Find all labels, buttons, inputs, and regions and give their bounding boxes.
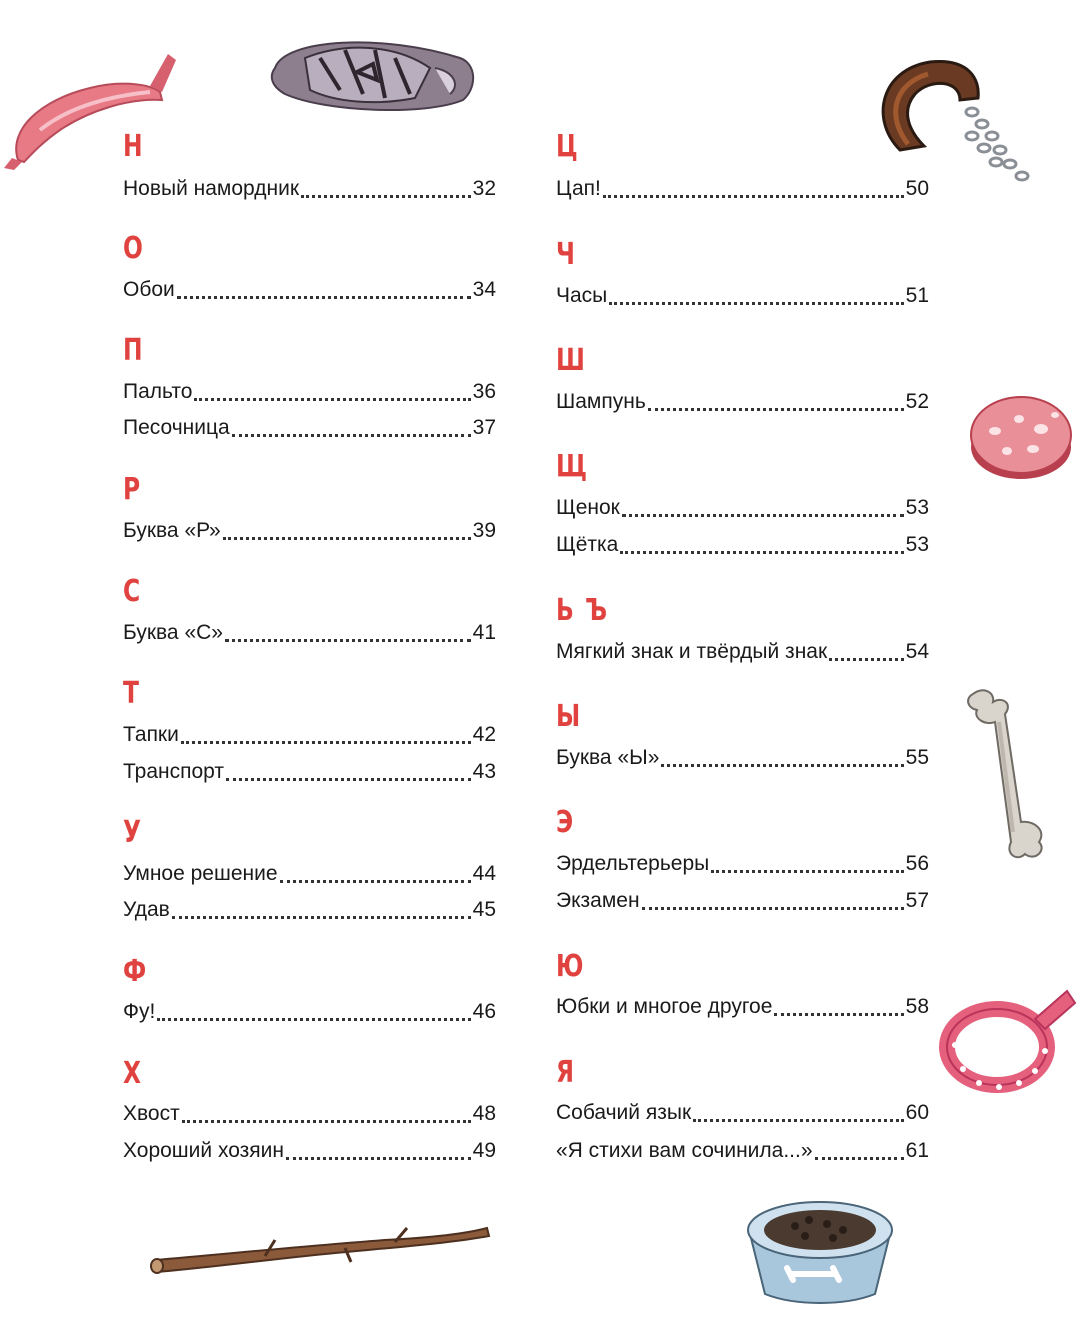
toc-entry[interactable] — [123, 379, 496, 405]
toc-entry[interactable] — [556, 888, 929, 914]
entry-page: 52 — [905, 390, 929, 413]
toc-entry[interactable] — [123, 1101, 496, 1127]
section-letter: П — [123, 333, 145, 368]
entry-title: Пальто — [123, 380, 193, 403]
dot-leader — [223, 537, 471, 540]
stick-icon — [145, 1220, 495, 1280]
dot-leader — [620, 551, 903, 554]
dot-leader — [711, 870, 903, 873]
entry-title: Часы — [556, 284, 608, 307]
dot-leader — [226, 778, 471, 781]
section-letter: О — [123, 231, 145, 266]
entry-title: Мягкий знак и твёрдый знак — [556, 640, 828, 663]
dot-leader — [829, 658, 903, 661]
entry-page: 41 — [472, 621, 496, 644]
toc-entry[interactable] — [556, 532, 929, 558]
toc-entry[interactable] — [556, 389, 929, 415]
entry-title: Новый намордник — [123, 177, 300, 200]
dot-leader — [182, 1120, 471, 1123]
entry-title: Собачий язык — [556, 1101, 692, 1124]
section-letter: Ш — [556, 343, 587, 378]
bone-icon — [955, 682, 1065, 867]
entry-page: 42 — [472, 723, 496, 746]
dot-leader — [280, 880, 471, 883]
section-letter: Ц — [556, 129, 580, 164]
toc-entry[interactable] — [123, 620, 496, 646]
dot-leader — [157, 1018, 470, 1021]
toc-entry[interactable] — [123, 415, 496, 441]
dot-leader — [661, 764, 903, 767]
entry-page: 60 — [905, 1101, 929, 1124]
entry-title: Буква «Р» — [123, 519, 221, 542]
entry-page: 54 — [905, 640, 929, 663]
entry-title: Обои — [123, 278, 175, 301]
dot-leader — [225, 639, 471, 642]
dot-leader — [609, 302, 903, 305]
entry-title: Экзамен — [556, 889, 640, 912]
toc-entry[interactable] — [123, 722, 496, 748]
dot-leader — [642, 907, 904, 910]
toc-entry[interactable] — [556, 639, 929, 665]
salami-slice-icon — [965, 385, 1080, 490]
entry-title: Шампунь — [556, 390, 646, 413]
toc-entry[interactable] — [556, 495, 929, 521]
entry-page: 53 — [905, 533, 929, 556]
toc-entry[interactable] — [123, 277, 496, 303]
section-letter: С — [123, 574, 142, 609]
entry-page: 34 — [472, 278, 496, 301]
entry-page: 61 — [905, 1139, 929, 1162]
entry-page: 58 — [905, 995, 929, 1018]
section-letter: Х — [123, 1056, 143, 1091]
entry-title: Хороший хозяин — [123, 1139, 284, 1162]
section-letter: У — [123, 815, 143, 850]
chain-collar-icon — [860, 50, 1050, 190]
dot-leader — [172, 916, 471, 919]
dot-leader — [194, 398, 470, 401]
section-letter: Ч — [556, 237, 577, 272]
section-letter: Ь Ъ — [556, 593, 609, 628]
entry-page: 45 — [472, 898, 496, 921]
entry-title: Умное решение — [123, 862, 278, 885]
entry-page: 44 — [472, 862, 496, 885]
entry-page: 39 — [472, 519, 496, 542]
toc-entry[interactable] — [123, 999, 496, 1025]
section-letter: Ю — [556, 949, 586, 984]
pink-collar-icon — [935, 985, 1080, 1125]
dot-leader — [286, 1157, 471, 1160]
entry-page: 56 — [905, 852, 929, 875]
toc-entry[interactable] — [123, 518, 496, 544]
section-letter: Ы — [556, 699, 582, 734]
entry-page: 53 — [905, 496, 929, 519]
entry-page: 57 — [905, 889, 929, 912]
entry-title: Буква «С» — [123, 621, 223, 644]
entry-page: 49 — [472, 1139, 496, 1162]
section-letter: Щ — [556, 449, 589, 484]
entry-title: «Я стихи вам сочинила...» — [556, 1139, 813, 1162]
section-letter: Ф — [123, 954, 148, 989]
entry-title: Щенок — [556, 496, 620, 519]
entry-page: 50 — [905, 177, 929, 200]
dot-leader — [648, 408, 904, 411]
entry-page: 46 — [472, 1000, 496, 1023]
toc-entry[interactable] — [123, 759, 496, 785]
toc-entry[interactable] — [123, 861, 496, 887]
toc-entry[interactable] — [556, 851, 929, 877]
entry-page: 37 — [472, 416, 496, 439]
section-letter: Н — [123, 129, 145, 164]
toc-entry[interactable] — [556, 994, 929, 1020]
section-letter: Р — [123, 472, 142, 507]
dot-leader — [693, 1119, 904, 1122]
entry-title: Буква «Ы» — [556, 746, 660, 769]
dot-leader — [181, 741, 471, 744]
toc-entry[interactable] — [556, 1138, 929, 1164]
entry-page: 55 — [905, 746, 929, 769]
entry-title: Песочница — [123, 416, 230, 439]
section-letter: Я — [556, 1055, 576, 1090]
entry-page: 48 — [472, 1102, 496, 1125]
entry-title: Транспорт — [123, 760, 224, 783]
entry-title: Эрдельтерьеры — [556, 852, 710, 875]
entry-page: 32 — [472, 177, 496, 200]
entry-title: Хвост — [123, 1102, 180, 1125]
toc-entry[interactable] — [556, 745, 929, 771]
food-bowl-icon — [735, 1190, 905, 1310]
toc-entry[interactable] — [556, 283, 929, 309]
dot-leader — [232, 434, 471, 437]
dot-leader — [774, 1013, 903, 1016]
entry-page: 51 — [905, 284, 929, 307]
entry-page: 36 — [472, 380, 496, 403]
sausage-icon — [0, 40, 180, 175]
entry-title: Фу! — [123, 1000, 156, 1023]
entry-title: Удав — [123, 898, 170, 921]
dot-leader — [603, 195, 904, 198]
toc-entry[interactable] — [556, 1100, 929, 1126]
dot-leader — [622, 514, 904, 517]
toc-entry[interactable] — [123, 1138, 496, 1164]
entry-title: Юбки и многое другое — [556, 995, 773, 1018]
dot-leader — [815, 1157, 904, 1160]
toc-entry[interactable] — [123, 176, 496, 202]
slipper-icon — [265, 28, 485, 118]
entry-title: Тапки — [123, 723, 179, 746]
entry-title: Цап! — [556, 177, 601, 200]
dot-leader — [177, 296, 471, 299]
toc-entry[interactable] — [556, 176, 929, 202]
section-letter: Э — [556, 805, 575, 840]
section-letter: Т — [123, 676, 141, 711]
toc-entry[interactable] — [123, 897, 496, 923]
entry-title: Щётка — [556, 533, 619, 556]
dot-leader — [301, 195, 471, 198]
entry-page: 43 — [472, 760, 496, 783]
